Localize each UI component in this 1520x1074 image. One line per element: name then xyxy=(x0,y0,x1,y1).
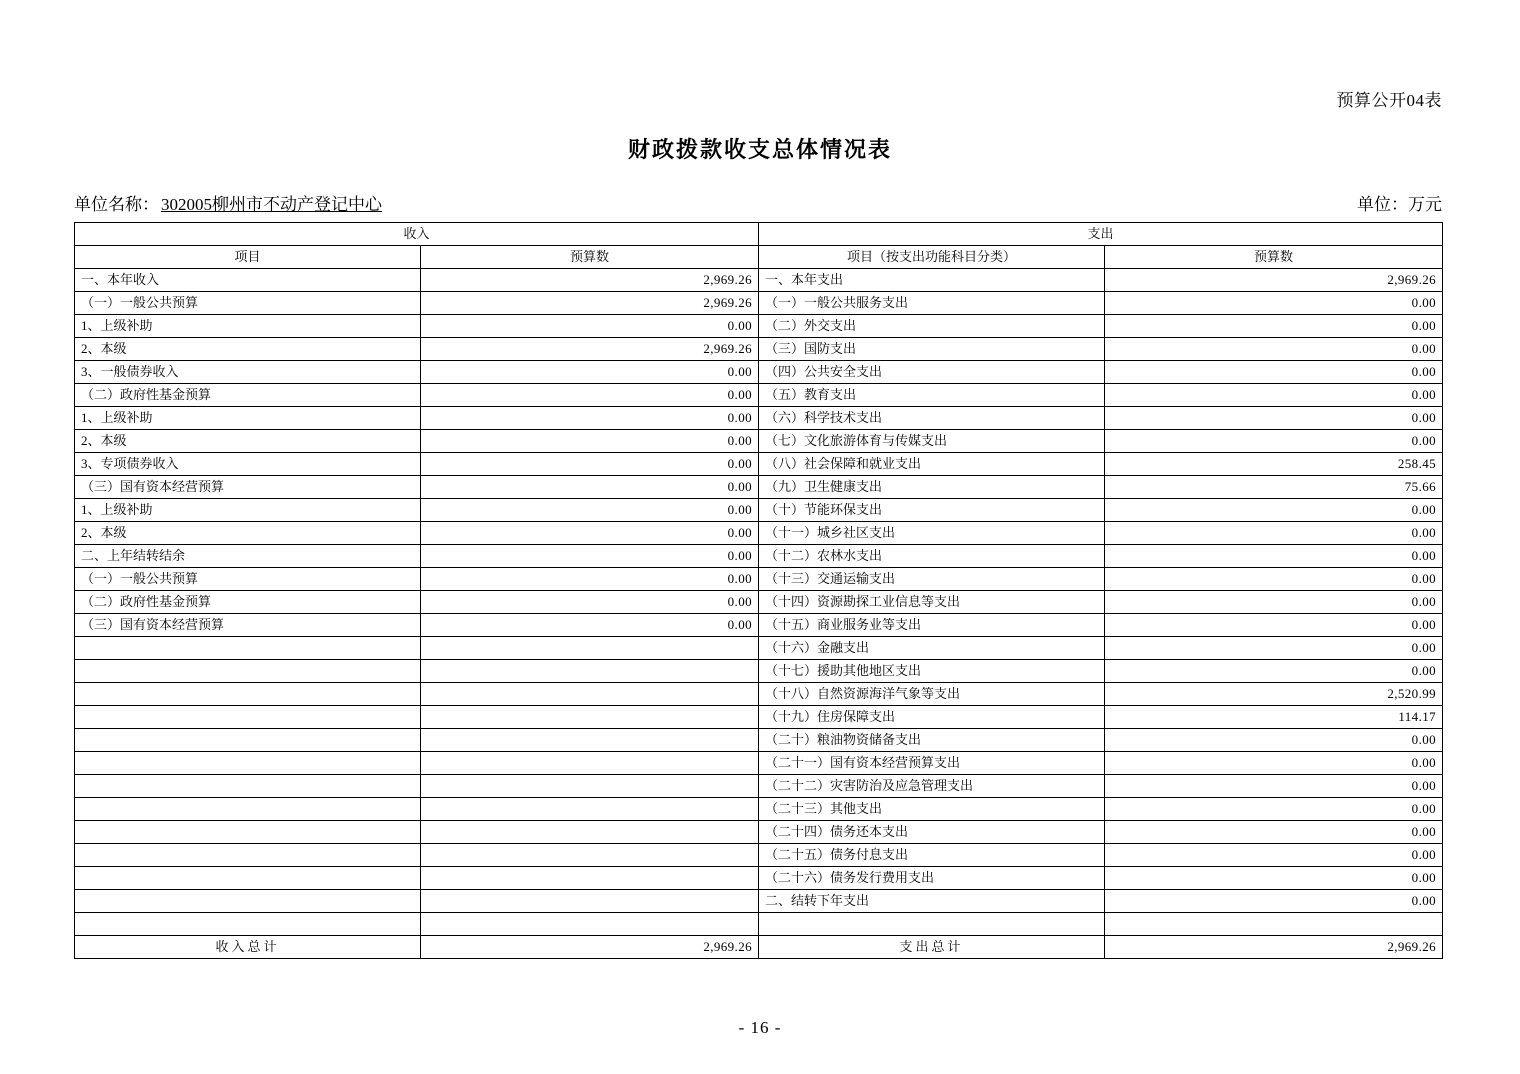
income-item-label xyxy=(75,637,421,660)
income-item-value: 2,969.26 xyxy=(421,269,759,292)
income-total-value: 2,969.26 xyxy=(421,936,759,959)
income-item-label: 3、专项债券收入 xyxy=(75,453,421,476)
income-item-label: 2、本级 xyxy=(75,338,421,361)
income-item-label xyxy=(75,867,421,890)
expense-item-value: 0.00 xyxy=(1105,660,1443,683)
income-item-label: 1、上级补助 xyxy=(75,499,421,522)
income-item-label: （二）政府性基金预算 xyxy=(75,384,421,407)
table-row xyxy=(75,798,1443,821)
income-item-value: 0.00 xyxy=(421,614,759,637)
expense-item-label xyxy=(759,913,1105,936)
unit-name-block xyxy=(74,190,384,215)
table-header xyxy=(75,223,1443,269)
expense-item-value: 0.00 xyxy=(1105,729,1443,752)
expense-item-label: （二十一）国有资本经营预算支出 xyxy=(759,752,1105,775)
expense-item-value: 0.00 xyxy=(1105,522,1443,545)
table-footer xyxy=(75,936,1443,959)
income-item-label xyxy=(75,890,421,913)
income-item-value: 0.00 xyxy=(421,568,759,591)
income-item-value xyxy=(421,637,759,660)
table-row xyxy=(75,683,1443,706)
expense-item-label: （二十）粮油物资储备支出 xyxy=(759,729,1105,752)
income-item-label: 1、上级补助 xyxy=(75,315,421,338)
income-item-label: 2、本级 xyxy=(75,522,421,545)
expense-item-label: （十七）援助其他地区支出 xyxy=(759,660,1105,683)
income-item-label: （一）一般公共预算 xyxy=(75,292,421,315)
expense-item-value: 2,969.26 xyxy=(1105,269,1443,292)
income-item-value xyxy=(421,798,759,821)
expense-item-value: 0.00 xyxy=(1105,292,1443,315)
income-item-label xyxy=(75,752,421,775)
income-item-value: 0.00 xyxy=(421,476,759,499)
expense-item-value: 0.00 xyxy=(1105,315,1443,338)
expense-item-label: （一）一般公共服务支出 xyxy=(759,292,1105,315)
table-row xyxy=(75,338,1443,361)
expense-item-value: 0.00 xyxy=(1105,384,1443,407)
income-item-value: 0.00 xyxy=(421,361,759,384)
income-item-label: 3、一般债券收入 xyxy=(75,361,421,384)
table-column-header-row xyxy=(75,246,1443,269)
expense-item-label: （十五）商业服务业等支出 xyxy=(759,614,1105,637)
income-item-label: 二、上年结转结余 xyxy=(75,545,421,568)
expense-item-label: （二十四）债务还本支出 xyxy=(759,821,1105,844)
expense-total-label: 支出总计 xyxy=(759,936,1105,959)
expense-item-value xyxy=(1105,913,1443,936)
table-row xyxy=(75,384,1443,407)
income-item-value xyxy=(421,775,759,798)
table-row xyxy=(75,867,1443,890)
expense-item-value: 0.00 xyxy=(1105,844,1443,867)
income-item-label: （三）国有资本经营预算 xyxy=(75,614,421,637)
table-row xyxy=(75,775,1443,798)
income-item-value xyxy=(421,683,759,706)
expense-item-label: （九）卫生健康支出 xyxy=(759,476,1105,499)
table-row xyxy=(75,706,1443,729)
expense-item-label: （二）外交支出 xyxy=(759,315,1105,338)
table-row xyxy=(75,660,1443,683)
expense-item-value: 0.00 xyxy=(1105,361,1443,384)
table-row xyxy=(75,499,1443,522)
income-item-label xyxy=(75,844,421,867)
column-header-expense-item: 项目（按支出功能科目分类） xyxy=(759,246,1105,269)
income-item-value: 0.00 xyxy=(421,384,759,407)
expense-item-label: （二十三）其他支出 xyxy=(759,798,1105,821)
expense-item-value: 0.00 xyxy=(1105,430,1443,453)
expense-item-value: 0.00 xyxy=(1105,338,1443,361)
column-header-expense-budget: 预算数 xyxy=(1105,246,1443,269)
income-item-label: 2、本级 xyxy=(75,430,421,453)
table-row xyxy=(75,568,1443,591)
table-row xyxy=(75,361,1443,384)
expense-item-label: （十四）资源勘探工业信息等支出 xyxy=(759,591,1105,614)
table-row xyxy=(75,453,1443,476)
unit-name-label: 单位名称： xyxy=(74,195,159,214)
income-item-value: 0.00 xyxy=(421,591,759,614)
expense-item-value: 0.00 xyxy=(1105,407,1443,430)
table-row xyxy=(75,821,1443,844)
expense-item-label: （二十二）灾害防治及应急管理支出 xyxy=(759,775,1105,798)
expense-item-value: 0.00 xyxy=(1105,614,1443,637)
income-item-value: 0.00 xyxy=(421,499,759,522)
table-row xyxy=(75,292,1443,315)
expense-item-value: 0.00 xyxy=(1105,499,1443,522)
table-row xyxy=(75,591,1443,614)
expense-item-value: 0.00 xyxy=(1105,568,1443,591)
expense-item-label: （三）国防支出 xyxy=(759,338,1105,361)
expense-item-label: （十六）金融支出 xyxy=(759,637,1105,660)
income-item-value xyxy=(421,844,759,867)
expense-item-value: 0.00 xyxy=(1105,591,1443,614)
income-item-label xyxy=(75,798,421,821)
expense-item-value: 75.66 xyxy=(1105,476,1443,499)
expense-item-label: （五）教育支出 xyxy=(759,384,1105,407)
expense-item-value: 114.17 xyxy=(1105,706,1443,729)
table-row xyxy=(75,476,1443,499)
expense-item-label: 二、结转下年支出 xyxy=(759,890,1105,913)
expense-item-value: 0.00 xyxy=(1105,867,1443,890)
expense-item-label: （十九）住房保障支出 xyxy=(759,706,1105,729)
unit-measure-label: 单位：万元 xyxy=(1357,195,1442,214)
expense-item-value: 0.00 xyxy=(1105,775,1443,798)
table-row xyxy=(75,407,1443,430)
income-total-label: 收入总计 xyxy=(75,936,421,959)
income-item-value: 0.00 xyxy=(421,453,759,476)
table-row xyxy=(75,614,1443,637)
table-row xyxy=(75,637,1443,660)
income-item-value xyxy=(421,890,759,913)
expense-total-value: 2,969.26 xyxy=(1105,936,1443,959)
income-item-label: （三）国有资本经营预算 xyxy=(75,476,421,499)
income-item-value xyxy=(421,913,759,936)
expense-item-label: （十八）自然资源海洋气象等支出 xyxy=(759,683,1105,706)
column-header-income-budget: 预算数 xyxy=(421,246,759,269)
table-body xyxy=(75,269,1443,936)
table-row xyxy=(75,913,1443,936)
income-item-label xyxy=(75,821,421,844)
form-number-label: 预算公开04表 xyxy=(1336,91,1442,110)
expense-item-value: 0.00 xyxy=(1105,798,1443,821)
expense-item-value: 0.00 xyxy=(1105,821,1443,844)
income-item-value: 0.00 xyxy=(421,545,759,568)
expense-item-value: 258.45 xyxy=(1105,453,1443,476)
expense-item-value: 0.00 xyxy=(1105,545,1443,568)
table-row xyxy=(75,890,1443,913)
income-item-label xyxy=(75,729,421,752)
expense-item-label: 一、本年支出 xyxy=(759,269,1105,292)
income-item-label: 一、本年收入 xyxy=(75,269,421,292)
column-header-income-item: 项目 xyxy=(75,246,421,269)
income-item-label xyxy=(75,660,421,683)
income-item-value: 0.00 xyxy=(421,430,759,453)
group-header-income: 收入 xyxy=(75,223,759,246)
income-item-value: 0.00 xyxy=(421,522,759,545)
income-item-value xyxy=(421,752,759,775)
income-item-value xyxy=(421,729,759,752)
income-item-label xyxy=(75,913,421,936)
income-item-value xyxy=(421,660,759,683)
expense-item-value: 0.00 xyxy=(1105,890,1443,913)
page-title: 财政拨款收支总体情况表 xyxy=(627,137,892,162)
income-item-value: 2,969.26 xyxy=(421,292,759,315)
expense-item-label: （四）公共安全支出 xyxy=(759,361,1105,384)
expense-item-label: （十一）城乡社区支出 xyxy=(759,522,1105,545)
expense-item-value: 0.00 xyxy=(1105,637,1443,660)
expense-item-label: （六）科学技术支出 xyxy=(759,407,1105,430)
expense-item-label: （十）节能环保支出 xyxy=(759,499,1105,522)
table-row xyxy=(75,729,1443,752)
income-item-value xyxy=(421,821,759,844)
income-item-value: 2,969.26 xyxy=(421,338,759,361)
table-row xyxy=(75,315,1443,338)
table-row xyxy=(75,545,1443,568)
table-row xyxy=(75,752,1443,775)
income-item-label xyxy=(75,683,421,706)
budget-table xyxy=(74,222,1443,959)
expense-item-label: （二十五）债务付息支出 xyxy=(759,844,1105,867)
income-item-value: 0.00 xyxy=(421,315,759,338)
expense-item-value: 2,520.99 xyxy=(1105,683,1443,706)
expense-item-label: （七）文化旅游体育与传媒支出 xyxy=(759,430,1105,453)
income-item-label: （一）一般公共预算 xyxy=(75,568,421,591)
expense-item-value: 0.00 xyxy=(1105,752,1443,775)
income-item-label xyxy=(75,775,421,798)
expense-item-label: （八）社会保障和就业支出 xyxy=(759,453,1105,476)
expense-item-label: （十二）农林水支出 xyxy=(759,545,1105,568)
income-item-value xyxy=(421,706,759,729)
table-row xyxy=(75,844,1443,867)
page-number: - 16 - xyxy=(738,1018,782,1037)
table-total-row xyxy=(75,936,1443,959)
income-item-value: 0.00 xyxy=(421,407,759,430)
table-row xyxy=(75,522,1443,545)
table-row xyxy=(75,269,1443,292)
expense-item-label: （二十六）债务发行费用支出 xyxy=(759,867,1105,890)
group-header-expense: 支出 xyxy=(759,223,1443,246)
income-item-label xyxy=(75,706,421,729)
income-item-label: （二）政府性基金预算 xyxy=(75,591,421,614)
income-item-label: 1、上级补助 xyxy=(75,407,421,430)
meta-row xyxy=(74,190,1442,216)
table-row xyxy=(75,430,1443,453)
income-item-value xyxy=(421,867,759,890)
expense-item-label: （十三）交通运输支出 xyxy=(759,568,1105,591)
table-group-header-row xyxy=(75,223,1443,246)
unit-name-value: 302005柳州市不动产登记中心 xyxy=(161,195,382,214)
